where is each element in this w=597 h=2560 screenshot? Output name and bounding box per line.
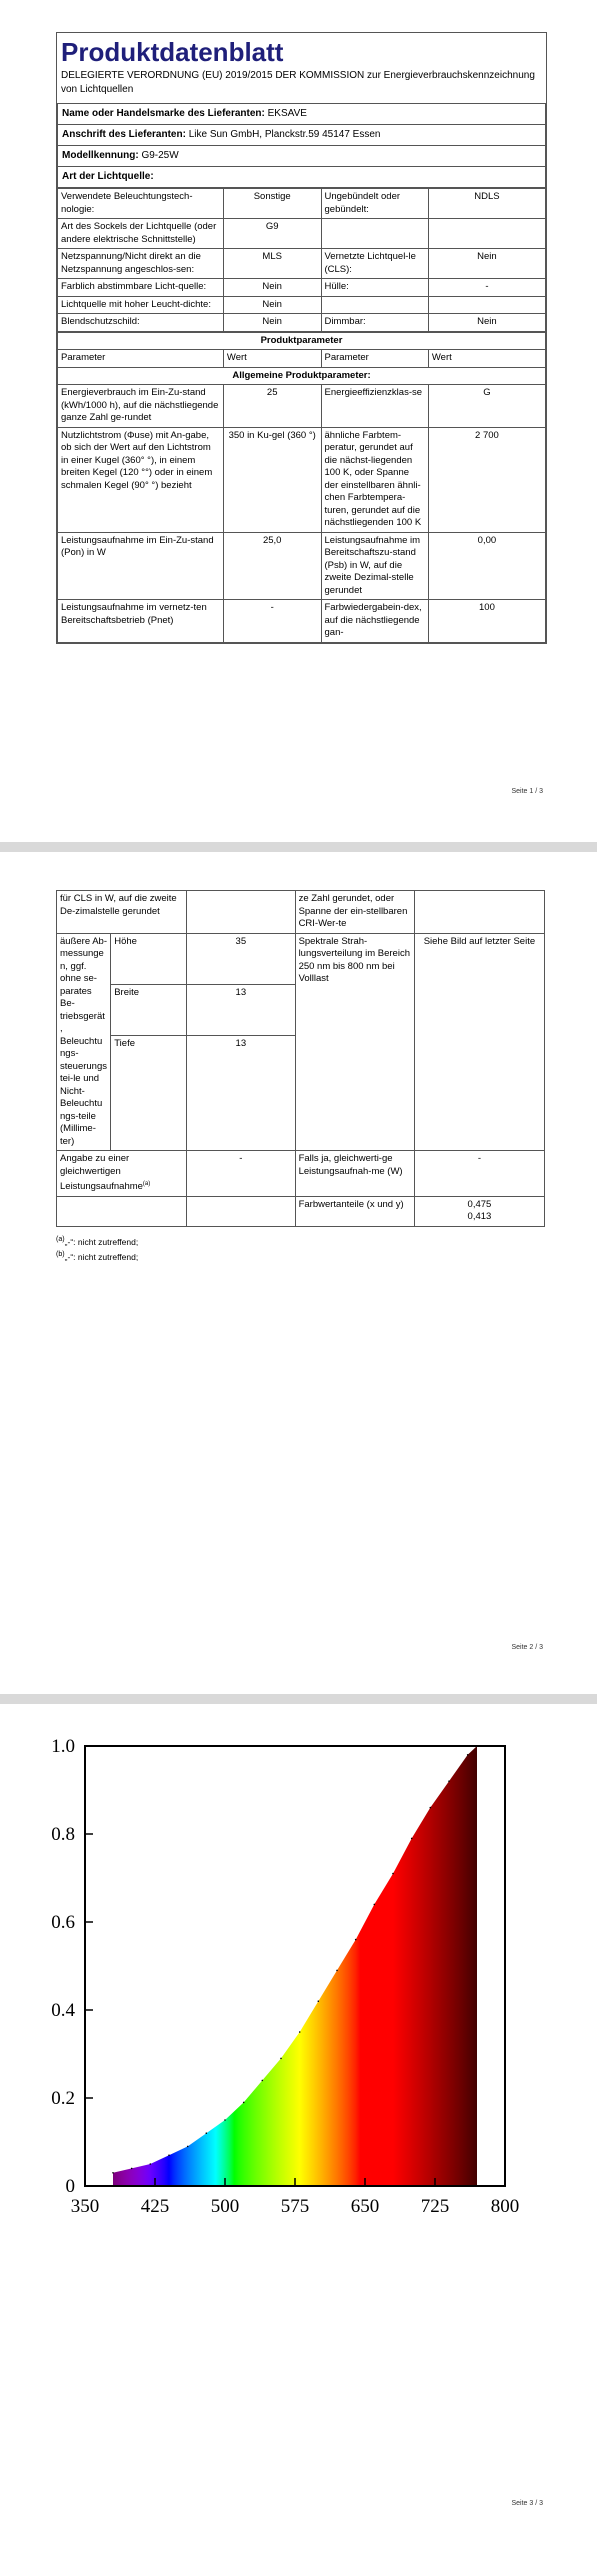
chromaticity-value: 0,475 0,413 (414, 1196, 544, 1226)
table-row (58, 385, 546, 428)
param-cell (321, 296, 428, 314)
equivalent-power-label: Angabe zu einer gleichwertigen Leistungsaufnahme$^{(a)}$ (57, 1151, 187, 1197)
param-cell: Dimmbar: (321, 314, 428, 332)
page-number: Seite 2 / 3 (511, 1644, 543, 1651)
param-cell: Farblich abstimmbare Licht-quelle: (58, 279, 224, 297)
value-cell (428, 219, 545, 249)
data-point (374, 1904, 376, 1906)
param-cell: Ungebündelt oder gebündelt: (321, 189, 428, 219)
param-cell: ze Zahl gerundet, oder Spanne der ein-stellbaren CRI-Wer-te (295, 891, 414, 934)
data-point (467, 1754, 469, 1756)
data-point (187, 2146, 189, 2148)
product-params-title: Produktparameter (58, 332, 546, 350)
light-source-type-row: Art der Lichtquelle: (58, 167, 546, 188)
value-cell: 25,0 (223, 532, 321, 600)
col-header-value-2: Wert (428, 350, 545, 368)
table-row (58, 427, 546, 532)
product-params-table (57, 332, 546, 643)
technology-table (57, 188, 546, 332)
empty-cell (187, 1196, 295, 1226)
page-title: Produktdatenblatt (61, 37, 284, 67)
param-cell: Leistungsaufnahme im Bereitschaftszu-stand (Psb) in W, auf die zweite Dezimal-stelle gerundet (321, 532, 428, 600)
datasheet-frame (56, 32, 547, 644)
data-point (112, 2172, 114, 2174)
y-tick-label: 1.0 (51, 1736, 75, 1757)
equivalent-power-value: - (187, 1151, 295, 1197)
supplier-address-row: Anschrift des Lieferanten: Like Sun GmbH, Planckstr.59 45147 Essen (58, 125, 546, 146)
data-point (430, 1807, 432, 1809)
x-tick-label: 800 (490, 2196, 520, 2217)
param-cell: Art des Sockels der Lichtquelle (oder andere elektrische Schnittstelle) (58, 219, 224, 249)
data-point (131, 2168, 133, 2170)
spectral-distribution-label: Spektrale Strah-lungsverteilung im Bereich 250 nm bis 800 nm bei Volllast (295, 933, 414, 1151)
param-cell: Netzspannung/Nicht direkt an die Netzspannung angeschlos-sen: (58, 249, 224, 279)
col-header-parameter: Parameter (58, 350, 224, 368)
dimensions-label: äußere Ab-messungen, ggf. ohne se-parates Be-triebsgerät, Beleuchtungs-steuerungstei-le und Nicht-Beleuchtungs-teile (Millime-ter) (57, 933, 111, 1151)
supplier-name-row: Name oder Handelsmarke des Lieferanten: EKSAVE (58, 104, 546, 125)
data-point (243, 2102, 245, 2104)
value-cell: Nein (223, 296, 321, 314)
param-cell: Verwendete Beleuchtungstech-nologie: (58, 189, 224, 219)
model-row: Modellkennung: G9-25W (58, 146, 546, 167)
data-point (150, 2163, 152, 2165)
x-tick-label: 650 (350, 2196, 380, 2217)
param-cell: Energieeffizienzklas-se (321, 385, 428, 428)
dimension-value: 13 (187, 1036, 295, 1151)
col-header-parameter-2: Parameter (321, 350, 428, 368)
page-number: Seite 3 / 3 (511, 2500, 543, 2507)
table-row (58, 279, 546, 297)
param-cell: Energieverbrauch im Ein-Zu-stand (kWh/1000 h), auf die nächstliegende ganze Zahl ge-rundet (58, 385, 224, 428)
value-cell: 100 (428, 600, 545, 643)
x-tick-label: 350 (70, 2196, 100, 2217)
table-row (58, 532, 546, 600)
footnote-a: $^{(a)}$„-“: nicht zutreffend; (56, 1234, 139, 1247)
y-tick-label: 0 (65, 2176, 75, 2197)
page-3 (0, 1704, 597, 2560)
y-tick-label: 0.4 (51, 2000, 75, 2021)
chromaticity-label: Farbwertanteile (x und y) (295, 1196, 414, 1226)
value-cell: Nein (428, 314, 545, 332)
value-cell: G (428, 385, 545, 428)
data-point (336, 1970, 338, 1972)
data-point (168, 2154, 170, 2156)
value-cell (414, 891, 544, 934)
table-row (58, 314, 546, 332)
y-tick-label: 0.8 (51, 1824, 75, 1845)
page-number: Seite 1 / 3 (511, 788, 543, 795)
data-point (448, 1780, 450, 1782)
col-header-value: Wert (223, 350, 321, 368)
data-point (392, 1873, 394, 1875)
dimension-value: 13 (187, 984, 295, 1035)
data-point (411, 1838, 413, 1840)
spectral-chart (30, 1736, 560, 2256)
param-cell: Nutzlichtstrom (Φuse) mit An-gabe, ob sich der Wert auf den Lichtstrom in einer Kugel (360° °), in einem breiten Kegel (120 °°) oder in einem schmalen Kegel (90° °) bezieht (58, 427, 224, 532)
footnotes (56, 1233, 545, 1265)
value-cell: 350 in Ku-gel (360 °) (223, 427, 321, 532)
value-cell: 2 700 (428, 427, 545, 532)
x-tick-label: 500 (210, 2196, 240, 2217)
table-row (58, 600, 546, 643)
value-cell (428, 296, 545, 314)
supplier-info-table (57, 103, 546, 188)
data-point (318, 2000, 320, 2002)
value-cell: G9 (223, 219, 321, 249)
dimension-name: Tiefe (111, 1036, 187, 1151)
table-row (58, 249, 546, 279)
regulation-text: DELEGIERTE VERORDNUNG (EU) 2019/2015 DER KOMMISSION zur Energieverbrauchskennzeichnung von Lichtquellen (61, 70, 535, 95)
param-cell: Farbwiedergabein-dex, auf die nächstliegende gan- (321, 600, 428, 643)
x-tick-label: 725 (420, 2196, 450, 2217)
param-cell: Lichtquelle mit hoher Leucht-dichte: (58, 296, 224, 314)
equivalent-power-w-label: Falls ja, gleichwerti-ge Leistungsaufnah-me (W) (295, 1151, 414, 1197)
table-row (58, 219, 546, 249)
value-cell: Sonstige (223, 189, 321, 219)
table-row (58, 189, 546, 219)
page-1 (0, 0, 597, 842)
datasheet-continued (56, 890, 545, 1264)
param-cell: für CLS in W, auf die zweite De-zimalstelle gerundet (57, 891, 187, 934)
footnote-b: $^{(b)}$„-“: nicht zutreffend; (56, 1250, 139, 1263)
x-tick-label: 425 (140, 2196, 170, 2217)
data-point (280, 2058, 282, 2060)
value-cell: - (223, 600, 321, 643)
value-cell (187, 891, 295, 934)
data-point (206, 2132, 208, 2134)
dimension-value: 35 (187, 933, 295, 984)
equivalent-power-w-value: - (414, 1151, 544, 1197)
spectrum-area (113, 1746, 477, 2186)
data-point (299, 2031, 301, 2033)
param-cell: Leistungsaufnahme im Ein-Zu-stand (Pon) in W (58, 532, 224, 600)
data-point (355, 1939, 357, 1941)
value-cell: 0,00 (428, 532, 545, 600)
general-params-title: Allgemeine Produktparameter: (58, 367, 546, 385)
param-cell: Leistungsaufnahme im vernetz-ten Bereitschaftsbetrieb (Pnet) (58, 600, 224, 643)
empty-cell (57, 1196, 187, 1226)
param-cell: Blendschutzschild: (58, 314, 224, 332)
data-point (262, 2080, 264, 2082)
value-cell: NDLS (428, 189, 545, 219)
param-cell: Hülle: (321, 279, 428, 297)
value-cell: Nein (223, 279, 321, 297)
spectral-chart-svg (30, 1736, 560, 2256)
param-cell: ähnliche Farbtem-peratur, gerundet auf die nächst-liegenden 100 K, oder Spanne der einstellbaren ähnli-chen Farbtempera-turen, gerundet auf die nächstliegenden 100 K (321, 427, 428, 532)
y-tick-label: 0.6 (51, 1912, 75, 1933)
value-cell: Nein (223, 314, 321, 332)
param-cell (321, 219, 428, 249)
page-2 (0, 852, 597, 1694)
value-cell: 25 (223, 385, 321, 428)
data-point (224, 2119, 226, 2121)
value-cell: Nein (428, 249, 545, 279)
spectral-distribution-value: Siehe Bild auf letzter Seite (414, 933, 544, 1151)
param-cell: Vernetzte Lichtquel-le (CLS): (321, 249, 428, 279)
value-cell: MLS (223, 249, 321, 279)
y-tick-label: 0.2 (51, 2088, 75, 2109)
dimension-name: Höhe (111, 933, 187, 984)
x-tick-label: 575 (280, 2196, 310, 2217)
product-params-table-continued (56, 890, 545, 1227)
value-cell: - (428, 279, 545, 297)
table-row (58, 296, 546, 314)
dimension-name: Breite (111, 984, 187, 1035)
